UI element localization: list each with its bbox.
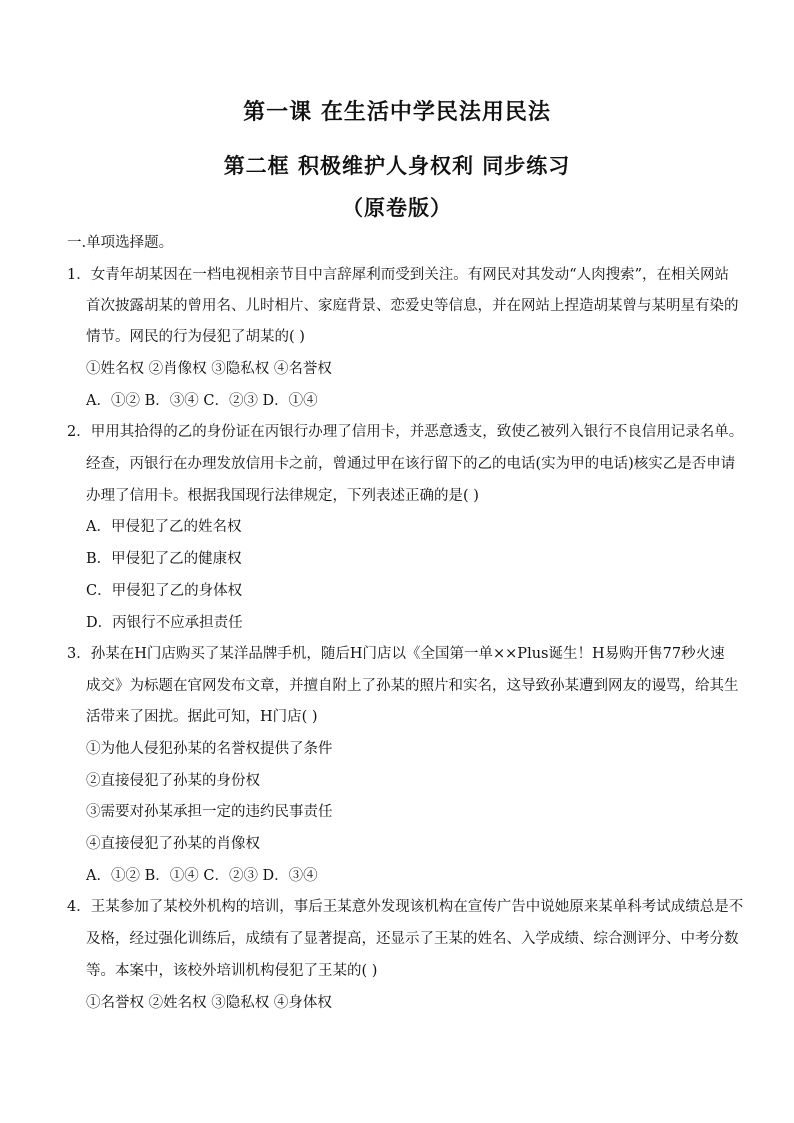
question-1-answer-choices: A．①② B．③④ C．②③ D．①④ [86, 393, 318, 409]
question-2-line-2: 经查，丙银行在办理发放信用卡之前，曾通过甲在该行留下的乙的电话(实为甲的电话)核实乙是否申请 [86, 456, 736, 472]
section-heading: 一.单项选择题。 [67, 235, 174, 251]
question-3-answer-choices: A．①② B．①④ C．②③ D．③④ [86, 868, 318, 884]
question-4-line-3: 等。本案中，该校外培训机构侵犯了王某的( ) [86, 963, 378, 979]
edition-label: （原卷版） [342, 195, 452, 220]
question-3-line-3: 活带来了困扰。据此可知，H门店( ) [86, 709, 318, 725]
question-2-line-3: 办理了信用卡。根据我国现行法律规定，下列表述正确的是( ) [86, 488, 479, 504]
question-3-item-1: ①为他人侵犯孙某的名誉权提供了条件 [86, 741, 333, 757]
question-2-option-b: B．甲侵犯了乙的健康权 [86, 551, 242, 567]
question-2-option-a: A．甲侵犯了乙的姓名权 [86, 519, 242, 535]
question-4-line-2: 及格，经过强化训练后，成绩有了显著提高，还显示了王某的姓名、入学成绩、综合测评分、中考分数 [86, 931, 739, 947]
question-2-option-c: C．甲侵犯了乙的身体权 [86, 583, 243, 599]
question-2-option-d: D．丙银行不应承担责任 [86, 615, 243, 631]
question-4-options-items: ①名誉权 ②姓名权 ③隐私权 ④身体权 [86, 995, 332, 1011]
question-1-line-2: 首次披露胡某的曾用名、儿时相片、家庭背景、恋爱史等信息，并在网站上捏造胡某曾与某明星有染的 [86, 298, 739, 314]
question-2-line-1: 2．甲用其拾得的乙的身份证在丙银行办理了信用卡，并恶意透支，致使乙被列入银行不良信用记录名单。 [67, 424, 744, 440]
question-1-options-items: ①姓名权 ②肖像权 ③隐私权 ④名誉权 [86, 361, 332, 377]
question-3-item-3: ③需要对孙某承担一定的违约民事责任 [86, 804, 333, 820]
lesson-title: 第一课 在生活中学民法用民法 [243, 99, 551, 125]
question-3-item-4: ④直接侵犯了孙某的肖像权 [86, 836, 260, 852]
question-3-line-2: 成交》为标题在官网发布文章，并擅自附上了孙某的照片和实名，这导致孙某遭到网友的谩骂，给其生 [86, 678, 739, 694]
question-1-line-3: 情节。网民的行为侵犯了胡某的( ) [86, 329, 305, 345]
question-3-line-1: 3．孙某在H门店购买了某洋品牌手机，随后H门店以《全国第一单××Plus诞生！H易购开售77秒火速 [67, 646, 725, 662]
question-4-line-1: 4．王某参加了某校外机构的培训，事后王某意外发现该机构在宣传广告中说她原来某单科考试成绩总是不 [67, 899, 744, 915]
question-3-item-2: ②直接侵犯了孙某的身份权 [86, 773, 260, 789]
question-1-line-1: 1．女青年胡某因在一档电视相亲节目中言辞犀利而受到关注。有网民对其发动“人肉搜索”，在相关网站 [67, 267, 730, 283]
section-title: 第二框 积极维护人身权利 同步练习 [223, 153, 571, 178]
